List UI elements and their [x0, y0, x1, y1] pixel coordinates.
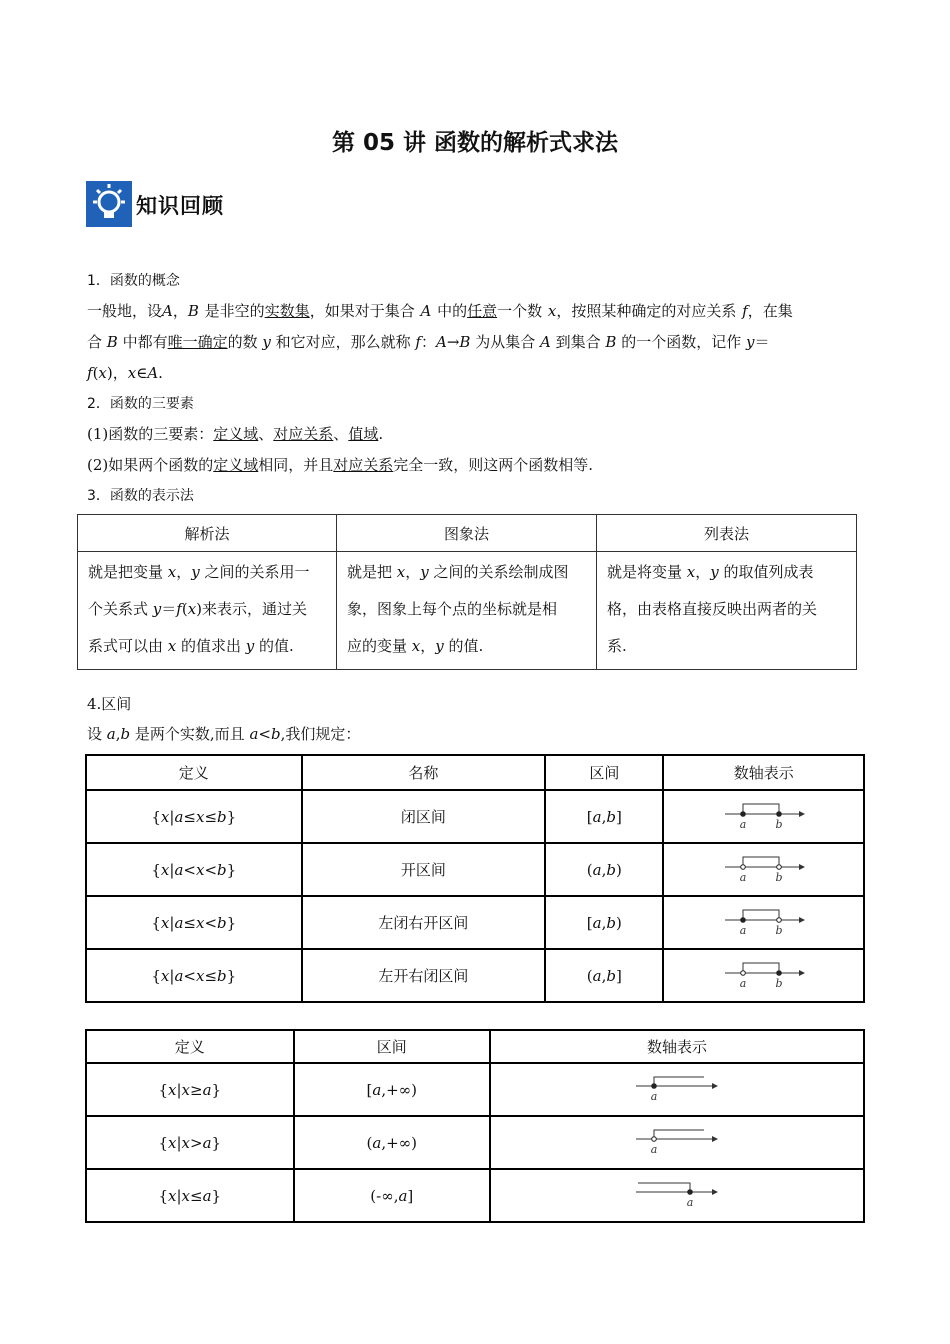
- interval-bracket: [743, 804, 779, 814]
- number-line-cell: [663, 790, 864, 843]
- axis-label-a: a: [650, 1142, 658, 1156]
- axis-arrow: [712, 1083, 718, 1089]
- axis-arrow: [799, 864, 805, 870]
- interval-notation: (a,b): [545, 843, 663, 896]
- axis-label-a: a: [739, 870, 747, 884]
- table-method-description: 就是将变量 x，y 的取值列成表 格，由表格直接反映出两者的关 系.: [597, 552, 857, 670]
- number-line-cell: [663, 949, 864, 1002]
- table-header-cell: 区间: [294, 1030, 491, 1063]
- lightbulb-icon: [86, 181, 132, 227]
- analytic-method-description: 就是把变量 x，y 之间的关系用一 个关系式 y＝f(x)来表示，通过关 系式可以由 x 的值求出 y 的值.: [78, 552, 337, 670]
- endpoint-a: [740, 970, 745, 975]
- unbounded-interval-table: [85, 1029, 865, 1223]
- interval-bracket: [743, 857, 779, 867]
- table-header-cell: 名称: [302, 755, 546, 790]
- axis-label-a: a: [739, 817, 747, 831]
- interval-definition: {x|x>a}: [86, 1116, 294, 1169]
- ray-bracket: [654, 1130, 704, 1139]
- number-line-cell: [490, 1063, 864, 1116]
- section-4-intro: 设 a,b 是两个实数,而且 a<b,我们规定：: [87, 725, 361, 743]
- table-header-cell: 数轴表示: [490, 1030, 864, 1063]
- interval-notation: [a,b]: [545, 790, 663, 843]
- interval-definition: {x|a≤x≤b}: [86, 790, 302, 843]
- table-row: [86, 896, 864, 949]
- number-line: [632, 1126, 722, 1160]
- table-header-cell: 图象法: [337, 515, 597, 552]
- section-2-line-2: (2)如果两个函数的定义域相同，并且对应关系完全一致，则这两个函数相等.: [87, 456, 594, 474]
- section-2-heading: 2．函数的三要素: [87, 396, 194, 412]
- interval-name: 左闭右开区间: [302, 896, 546, 949]
- section-1-line-1: 一般地，设A，B 是非空的实数集，如果对于集合 A 中的任意一个数 x，按照某种确定的对应关系 f，在集: [87, 302, 793, 320]
- section-3-heading: 3．函数的表示法: [87, 488, 194, 504]
- endpoint-a: [688, 1189, 693, 1194]
- endpoint-a: [740, 811, 745, 816]
- axis-arrow: [712, 1189, 718, 1195]
- interval-definition: {x|x≥a}: [86, 1063, 294, 1116]
- axis-label-a: a: [686, 1195, 694, 1209]
- interval-notation: (a,b]: [545, 949, 663, 1002]
- endpoint-a: [652, 1136, 657, 1141]
- axis-arrow: [799, 811, 805, 817]
- endpoint-a: [740, 864, 745, 869]
- section-2-line-1: (1)函数的三要素：定义域、对应关系、值域.: [87, 425, 384, 443]
- number-line-cell: [663, 843, 864, 896]
- endpoint-b: [776, 864, 781, 869]
- ray-bracket: [638, 1183, 690, 1192]
- table-header-row: [86, 1030, 864, 1063]
- axis-label-b: b: [775, 976, 783, 990]
- endpoint-a: [740, 917, 745, 922]
- interval-name: 闭区间: [302, 790, 546, 843]
- axis-label-b: b: [775, 870, 783, 884]
- number-line-cell: [490, 1169, 864, 1222]
- table-header-cell: 列表法: [597, 515, 857, 552]
- axis-label-a: a: [650, 1089, 658, 1103]
- interval-notation: (-∞,a]: [294, 1169, 491, 1222]
- interval-notation: (a,+∞): [294, 1116, 491, 1169]
- knowledge-review-badge: [86, 181, 132, 227]
- interval-notation: [a,+∞): [294, 1063, 491, 1116]
- axis-label-b: b: [775, 923, 783, 937]
- section-1-line-2: 合 B 中都有唯一确定的数 y 和它对应，那么就称 f：A→B 为从集合 A 到集合 B 的一个函数，记作 y＝: [87, 333, 770, 351]
- table-row: [86, 1063, 864, 1116]
- interval-name: 开区间: [302, 843, 546, 896]
- interval-definition: {x|a<x<b}: [86, 843, 302, 896]
- axis-arrow: [799, 970, 805, 976]
- table-header-row: [86, 755, 864, 790]
- number-line: [632, 1179, 722, 1213]
- table-header-cell: 数轴表示: [663, 755, 864, 790]
- section-4-heading: 4.区间: [87, 695, 132, 713]
- interval-notation: [a,b): [545, 896, 663, 949]
- number-line: [719, 906, 809, 940]
- table-header-cell: 解析法: [78, 515, 337, 552]
- number-line: [632, 1073, 722, 1107]
- table-header-row: [78, 515, 857, 552]
- interval-bracket: [743, 910, 779, 920]
- interval-definition: {x|a<x≤b}: [86, 949, 302, 1002]
- table-header-cell: 定义: [86, 1030, 294, 1063]
- section-1-line-3: f(x)，x∈A.: [87, 364, 163, 382]
- table-header-cell: 区间: [545, 755, 663, 790]
- number-line: [719, 853, 809, 887]
- graph-method-description: 就是把 x，y 之间的关系绘制成图 象，图象上每个点的坐标就是相 应的变量 x，y 的值.: [337, 552, 597, 670]
- table-row: [78, 552, 857, 670]
- badge-label: 知识回顾: [136, 194, 224, 218]
- axis-label-a: a: [739, 976, 747, 990]
- table-header-cell: 定义: [86, 755, 302, 790]
- interval-name: 左开右闭区间: [302, 949, 546, 1002]
- number-line: [719, 800, 809, 834]
- page-title: 第 05 讲 函数的解析式求法: [331, 130, 619, 156]
- number-line: [719, 959, 809, 993]
- axis-arrow: [799, 917, 805, 923]
- table-row: [86, 790, 864, 843]
- endpoint-b: [776, 917, 781, 922]
- representation-table: [77, 514, 857, 670]
- endpoint-b: [776, 970, 781, 975]
- endpoint-a: [652, 1083, 657, 1088]
- number-line-cell: [490, 1116, 864, 1169]
- number-line-cell: [663, 896, 864, 949]
- axis-label-a: a: [739, 923, 747, 937]
- interval-definition: {x|a≤x<b}: [86, 896, 302, 949]
- interval-bracket: [743, 963, 779, 973]
- bounded-interval-table: [85, 754, 865, 1003]
- table-row: [86, 1116, 864, 1169]
- ray-bracket: [654, 1077, 704, 1086]
- section-1-heading: 1．函数的概念: [87, 273, 180, 289]
- table-row: [86, 949, 864, 1002]
- axis-arrow: [712, 1136, 718, 1142]
- endpoint-b: [776, 811, 781, 816]
- table-row: [86, 843, 864, 896]
- table-row: [86, 1169, 864, 1222]
- interval-definition: {x|x≤a}: [86, 1169, 294, 1222]
- axis-label-b: b: [775, 817, 783, 831]
